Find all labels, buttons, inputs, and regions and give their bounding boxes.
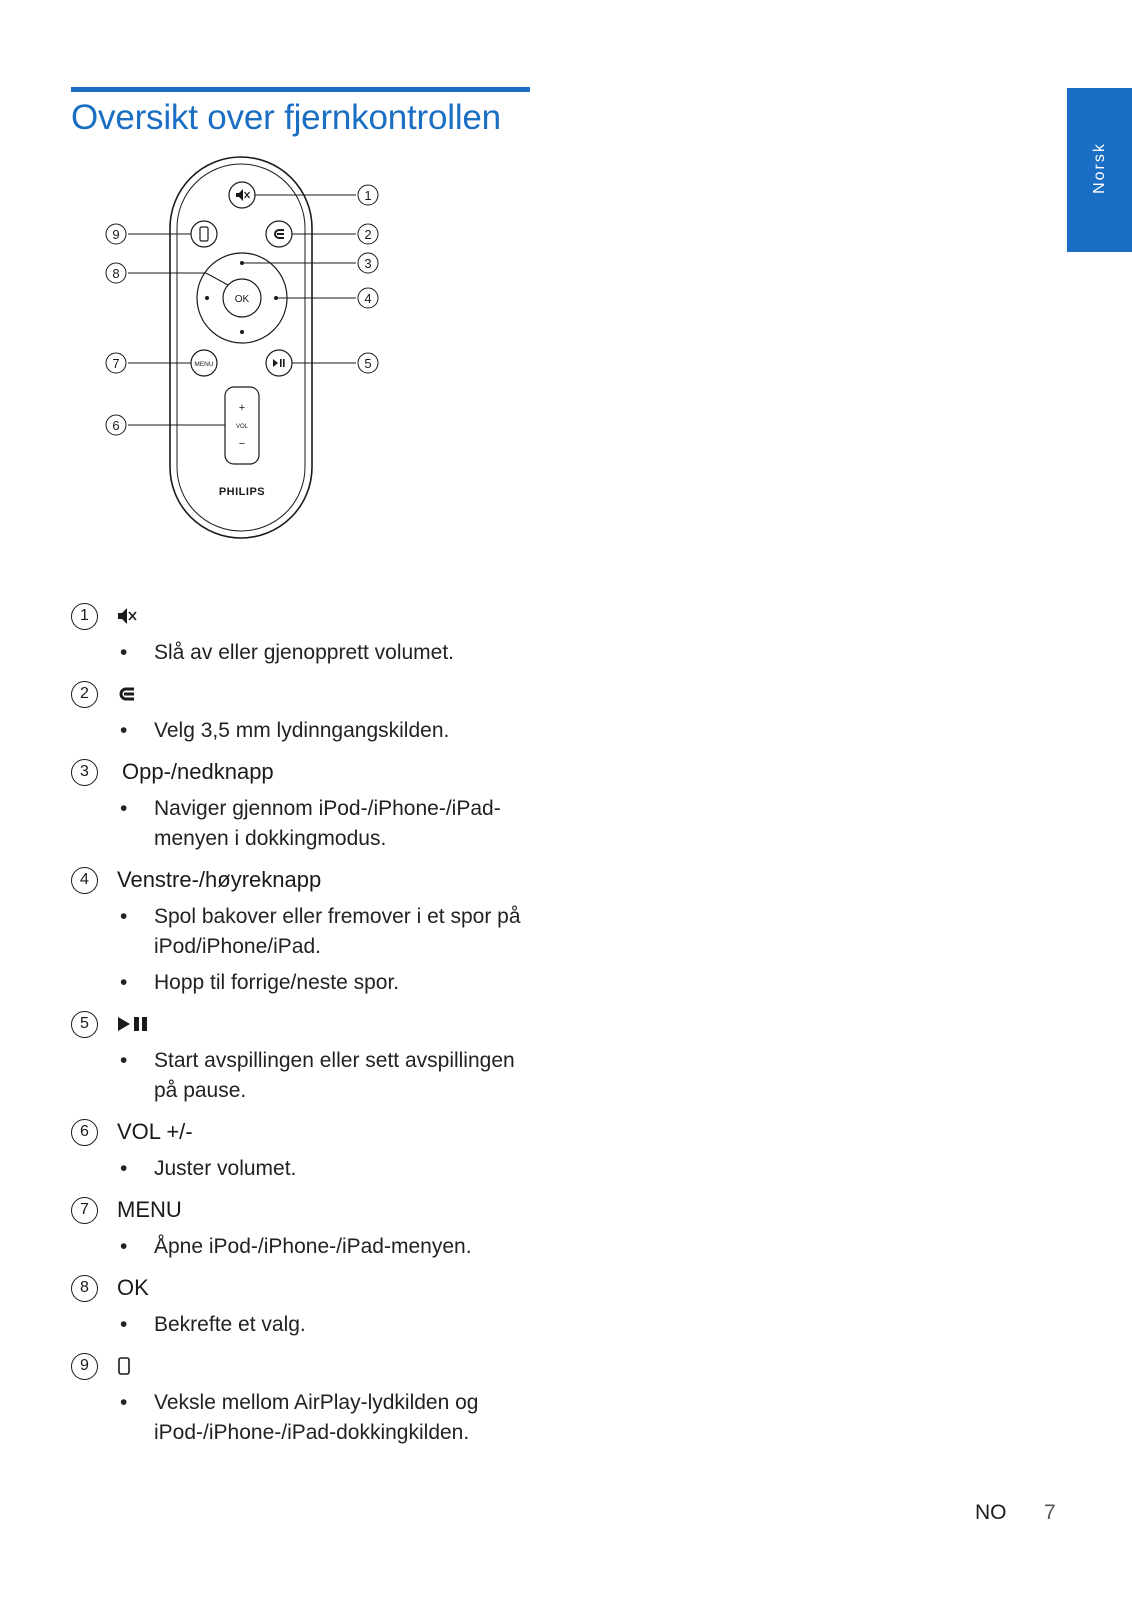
item-number: 1 — [71, 603, 98, 630]
play-pause-icon — [117, 1013, 151, 1035]
ipod-icon — [117, 1355, 131, 1377]
bullet-text: • Start avspillingen eller sett avspillingen på pause. — [120, 1049, 515, 1102]
callout-5 — [358, 353, 378, 373]
desc-item-2 — [71, 678, 531, 746]
play-pause-button — [266, 350, 292, 376]
language-tab — [1067, 88, 1132, 252]
mute-icon — [117, 605, 137, 627]
bullet-text: • Naviger gjennom iPod-/iPhone-/iPad-menyen i dokkingmodus. — [120, 797, 501, 850]
nav-up-dot — [240, 261, 244, 265]
leader-line-8b — [206, 273, 228, 285]
play-pause-icon — [273, 359, 285, 367]
page-number: 7 — [1044, 1501, 1056, 1524]
language-tab-label: Norsk — [1090, 142, 1108, 194]
mute-icon — [236, 189, 250, 201]
desc-item-5 — [71, 1008, 531, 1106]
callout-4 — [358, 288, 378, 308]
desc-item-4 — [71, 864, 531, 998]
volume-minus-label: − — [238, 438, 246, 450]
volume-plus-label: + — [238, 402, 246, 414]
callout-1 — [358, 185, 378, 205]
svg-text:7: 7 — [112, 356, 120, 371]
source-button — [191, 221, 217, 247]
bullet-text: • Juster volumet. — [120, 1157, 297, 1180]
callout-2 — [358, 224, 378, 244]
desc-item-1 — [71, 600, 531, 668]
remote-body-outer — [170, 157, 312, 538]
bullet-text: • Åpne iPod-/iPhone-/iPad-menyen. — [120, 1235, 472, 1258]
item-heading: OK — [117, 1275, 149, 1300]
svg-text:6: 6 — [112, 418, 120, 433]
remote-brand-logo: PHILIPS — [218, 486, 266, 498]
svg-text:1: 1 — [364, 188, 372, 203]
callout-6 — [106, 415, 126, 435]
item-number: 8 — [71, 1275, 98, 1302]
ipod-icon — [200, 227, 208, 241]
nav-down-dot — [240, 330, 244, 334]
callout-3 — [358, 253, 378, 273]
item-heading: Venstre-/høyreknapp — [117, 867, 322, 892]
desc-item-6 — [71, 1116, 531, 1184]
ok-button-label: OK — [234, 294, 250, 305]
svg-text:3: 3 — [364, 256, 372, 271]
desc-item-3 — [71, 756, 531, 854]
title-rule — [71, 87, 530, 92]
bullet-text: • Hopp til forrige/neste spor. — [120, 971, 400, 994]
svg-text:5: 5 — [364, 356, 372, 371]
item-number: 7 — [71, 1197, 98, 1224]
item-heading: MENU — [117, 1197, 182, 1222]
remote-body-inner — [177, 164, 305, 531]
nav-right-dot — [274, 296, 278, 300]
footer-language-code: NO — [975, 1501, 1007, 1524]
item-number: 2 — [71, 681, 98, 708]
item-number: 3 — [71, 759, 98, 786]
desc-item-9 — [71, 1350, 531, 1448]
bullet-text: • Slå av eller gjenopprett volumet. — [120, 641, 454, 664]
audio-in-icon — [117, 683, 137, 705]
item-heading: VOL +/- — [117, 1119, 193, 1144]
desc-item-8 — [71, 1272, 531, 1340]
callout-8 — [106, 263, 126, 283]
svg-text:8: 8 — [112, 266, 120, 281]
item-number: 5 — [71, 1011, 98, 1038]
item-number: 6 — [71, 1119, 98, 1146]
audio-in-icon — [275, 230, 284, 238]
svg-text:4: 4 — [364, 291, 372, 306]
bullet-text: • Veksle mellom AirPlay-lydkilden og iPod-/iPhone-/iPad-dokkingkilden. — [120, 1391, 479, 1444]
menu-button-label: MENU — [194, 361, 214, 368]
bullet-text: • Velg 3,5 mm lydinngangskilden. — [120, 719, 450, 742]
page-title: Oversikt over fjernkontrollen — [71, 98, 501, 137]
item-number: 4 — [71, 867, 98, 894]
desc-item-7 — [71, 1194, 531, 1262]
item-heading: Opp-/nedknapp — [122, 759, 274, 784]
nav-left-dot — [205, 296, 209, 300]
bullet-text: • Bekrefte et valg. — [120, 1313, 306, 1336]
svg-text:2: 2 — [364, 227, 372, 242]
button-description-list — [71, 600, 531, 1458]
bullet-text: • Spol bakover eller fremover i et spor på iPod/iPhone/iPad. — [120, 905, 521, 958]
svg-text:9: 9 — [112, 227, 120, 242]
remote-control-diagram — [96, 150, 396, 560]
callout-9 — [106, 224, 126, 244]
volume-label: VOL — [235, 424, 249, 430]
item-number: 9 — [71, 1353, 98, 1380]
callout-7 — [106, 353, 126, 373]
